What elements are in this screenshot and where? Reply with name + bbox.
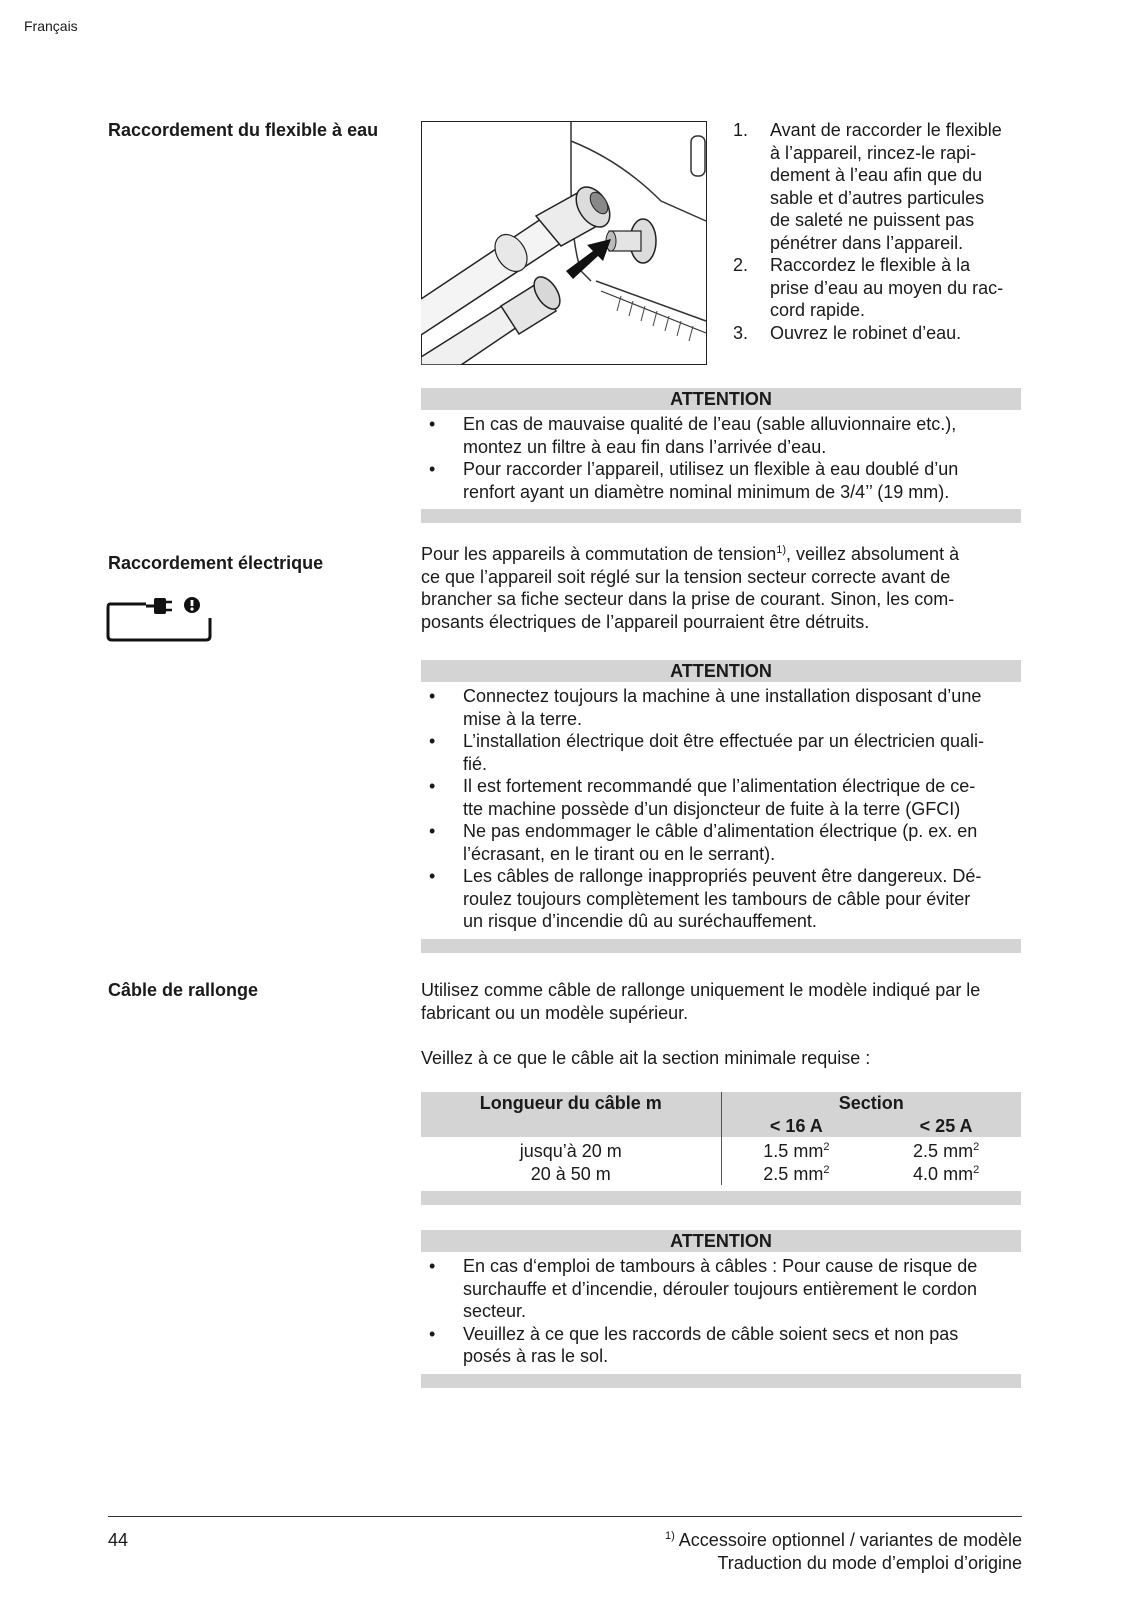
footnote: $^{1)}$ Accessoire optionnel / variantes de modèle [665,1530,1022,1550]
cable-section-table [421,1092,1021,1205]
language-label: Français [24,18,78,34]
page-number: 44 [108,1530,129,1550]
attention-item: • L’installation électrique doit être effectuée par un électricien quali- fié. [429,731,984,774]
plug-warning-icon [106,596,216,650]
col-header-25a: < 25 A [871,1115,1021,1138]
attention-title: ATTENTION [421,1230,1021,1252]
water-hose-illustration [421,121,707,365]
table-subheader-row [421,1115,1021,1138]
attention-item: • Connectez toujours la machine à une installation disposant d’une mise à la terre. [429,686,982,729]
attention-footer-bar [421,939,1021,953]
attention-list [421,685,1021,933]
step-item: 2. Raccordez le flexible à la prise d’eau au moyen du rac- cord rapide. [733,255,1004,320]
attention-list [421,413,1021,503]
attention-title: ATTENTION [421,388,1021,410]
attention-item: • Veuillez à ce que les raccords de câble soient secs et non pas posés à ras le sol. [429,1323,959,1366]
col-header-section: Section [721,1092,1021,1115]
extension-attention-box [421,1230,1021,1388]
attention-item: • En cas d‘emploi de tambours à câbles : Pour cause de risque de surchauffe et d’incendie, dérouler toujours entièrement le cordon secteur. [429,1256,978,1321]
attention-footer-bar [421,1374,1021,1388]
footer-notes [522,1529,1022,1574]
step-item: 1. Avant de raccorder le flexible à l’appareil, rincez-le rapi- dement à l’eau afin que du sable et d’autres particules de saleté ne puissent pas pénétrer dans l’appareil. [733,120,1002,253]
translation-note: Traduction du mode d’emploi d’origine [717,1552,1022,1573]
attention-item: • En cas de mauvaise qualité de l’eau (sable alluvionnaire etc.), montez un filtre à eau fin dans l’arrivée d’eau. [429,414,957,457]
footer-divider [108,1516,1022,1517]
attention-item: • Il est fortement recommandé que l’alimentation électrique de ce- tte machine possède d’un disjoncteur de fuite à la terre (GFCI) [429,776,976,819]
attention-item: • Ne pas endommager le câble d’alimentation électrique (p. ex. en l’écrasant, en le tirant ou en le serrant). [429,821,978,864]
extension-paragraph: Utilisez comme câble de rallonge uniquement le modèle indiqué par le fabricant ou un modèle supérieur. [421,980,981,1023]
step-item: 3. Ouvrez le robinet d’eau. [733,322,962,343]
water-steps-list [733,119,1023,344]
electric-paragraph: Pour les appareils à commutation de tension$^{1)}$, veillez absolument à ce que l’appareil soit réglé sur la tension secteur correcte avant de brancher sa fiche secteur dans la prise de courant. Sinon, les com- posants électriques de l’appareil pourraient être détruits. [421,544,960,632]
attention-item: • Pour raccorder l’appareil, utilisez un flexible à eau doublé d’un renfort ayant un diamètre nominal minimum de 3/4’’ (19 mm). [429,459,959,502]
attention-footer-bar [421,509,1021,523]
electric-heading: Raccordement électrique [108,553,324,573]
col-header-16a: < 16 A [721,1115,871,1138]
hose-connection-drawing [421,121,707,365]
table-header-row [421,1092,1021,1115]
attention-title: ATTENTION [421,660,1021,682]
table-row: jusqu’à 20 m 1.5 $mm^2$ 2.5 $mm^2$ [421,1137,1021,1163]
water-hose-heading: Raccordement du flexible à eau [108,120,379,140]
water-attention-box [421,388,1021,523]
extension-requirement-text: Veillez à ce que le câble ait la section minimale requise : [421,1048,871,1068]
attention-list [421,1255,1021,1368]
col-header-length: Longueur du câble m [421,1092,721,1115]
table-footer-bar [421,1191,1021,1205]
attention-item: • Les câbles de rallonge inappropriés peuvent être dangereux. Dé- roulez toujours complètement les tambours de câble pour éviter un risque d’incendie dû au suréchauffement. [429,866,982,931]
electric-attention-box [421,660,1021,953]
extension-heading: Câble de rallonge [108,980,259,1000]
table-row: 20 à 50 m 2.5 $mm^2$ 4.0 $mm^2$ [530,1163,980,1184]
